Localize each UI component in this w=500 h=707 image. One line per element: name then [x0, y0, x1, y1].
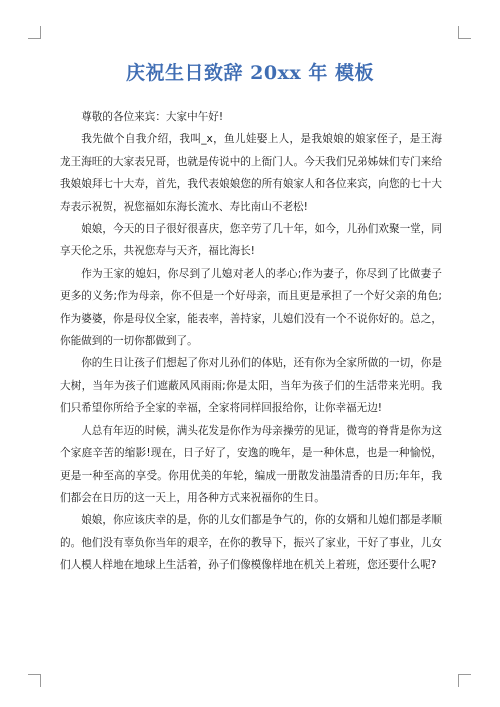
paragraph-greeting: 尊敬的各位来宾：大家中午好! — [81, 111, 224, 123]
crop-mark-bottom-left — [28, 674, 41, 687]
document-title: 庆祝生日致辞 20xx 年 模板 — [126, 62, 374, 84]
crop-mark-top-left — [28, 26, 41, 39]
paragraph-children: 娘娘，你应该庆幸的是，你的儿女们都是争气的，你的女婿和儿媳们都是孝顺的。他们没有辜负你当年的艰辛，在你的教导下，振兴了家业，干好了事业，儿女们人模人样地在地球上生活着，孙子们像模像样地在机关上着班，您还要什么呢? — [60, 514, 442, 572]
paragraph-celebration: 娘娘，今天的日子很好很喜庆，您辛劳了几十年，如今，儿孙们欢聚一堂，同享天伦之乐，共祝您寿与天齐，福比海长! — [60, 223, 442, 258]
document-body — [60, 106, 442, 577]
paragraph-aging: 人总有年迈的时候，满头花发是你作为母亲操劳的见证，微弯的脊背是你为这个家庭辛苦的缩影!现在，日子好了，安逸的晚年，是一种休息，也是一种愉悦，更是一种至高的享受。你用优美的年轮，编成一册散发油墨清香的日历;年年，我们都会在日历的这一天上，用各种方式来祝福你的生日。 — [60, 424, 442, 504]
crop-mark-bottom-right — [458, 674, 471, 687]
crop-mark-top-right — [458, 26, 471, 39]
paragraph-introduction: 我先做个自我介绍，我叫_x，鱼儿娃娶上人，是我娘娘的娘家侄子，是王海龙王海旺的大家表兄哥，也就是传说中的上衙门人。今天我们兄弟姊妹们专门来给我娘娘拜七十大寿，首先，我代表娘娘您的所有娘家人和各位来宾，向您的七十大寿表示祝贺，祝您福如东海长流水、寿比南山不老松! — [60, 133, 442, 213]
paragraph-gratitude: 你的生日让孩子们想起了你对儿孙们的体贴，还有你为全家所做的一切，你是大树，当年为孩子们遮蔽风风雨雨;你是太阳，当年为孩子们的生活带来光明。我们只希望你所给予全家的幸福，全家将同样回报给你，让你幸福无边! — [60, 357, 442, 415]
paragraph-roles: 作为王家的媳妇，你尽到了儿媳对老人的孝心;作为妻子，你尽到了比做妻子更多的义务;作为母亲，你不但是一个好母亲，而且更是承担了一个好父亲的角色;作为婆婆，你是母仪全家，能表率，善持家，儿媳们没有一个不说你好的。总之，你能做到的一切你都做到了。 — [60, 267, 442, 348]
